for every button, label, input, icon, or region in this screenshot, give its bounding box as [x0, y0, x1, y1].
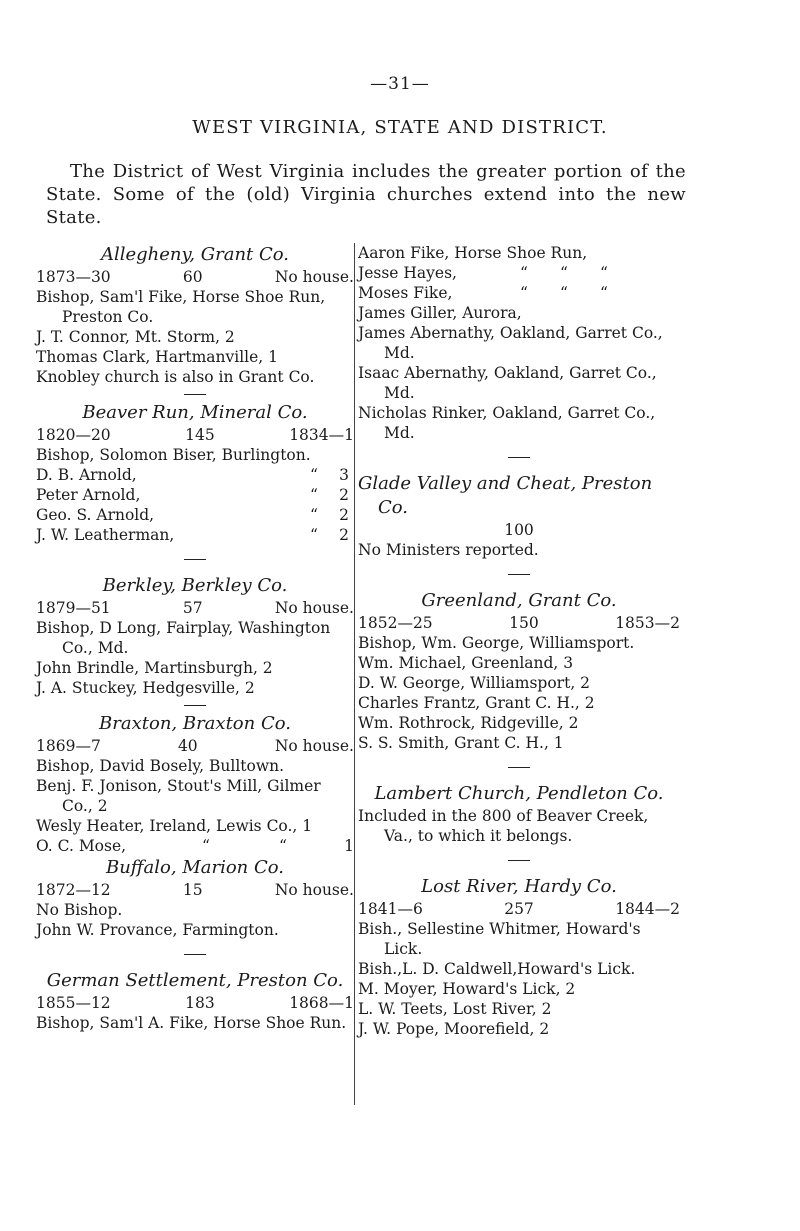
note-line: Included in the 800 of Beaver Creek, Va., to which it belongs. — [358, 807, 649, 845]
stat-house: No house. — [274, 268, 354, 286]
minister-line: Bishop, Sam'l Fike, Horse Shoe Run, Preston Co. — [36, 288, 326, 326]
minister-line: Bish., Sellestine Whitmer, Howard's Lick. — [358, 920, 641, 958]
page-title: WEST VIRGINIA, STATE AND DISTRICT. — [192, 117, 608, 138]
section-separator — [508, 457, 530, 458]
note-line: No Ministers reported. — [358, 541, 539, 559]
stat-house: 1853—2 — [615, 614, 680, 632]
stat-organized: 1841—6 — [358, 900, 423, 918]
stat-house: No house. — [274, 737, 354, 755]
minister-line: James Abernathy, Oakland, Garret Co., Md. — [358, 324, 663, 362]
minister-line: L. W. Teets, Lost River, 2 — [358, 1000, 552, 1018]
stat-organized: 1872—12 — [36, 881, 111, 899]
church-name: Lost River, Hardy Co. — [421, 876, 617, 897]
minister-line: D. B. Arnold, “ 3 — [36, 466, 349, 484]
minister-line: Isaac Abernathy, Oakland, Garret Co., Md. — [358, 364, 657, 402]
stat-members: 100 — [504, 521, 534, 539]
stat-members: 15 — [182, 881, 203, 899]
minister-line: No Bishop. — [36, 901, 123, 919]
minister-line: Moses Fike, “ “ “ — [358, 284, 608, 302]
minister-line: John Brindle, Martinsburgh, 2 — [36, 659, 273, 677]
church-stats — [36, 425, 354, 445]
stat-organized: 1852—25 — [358, 614, 433, 632]
minister-line: Thomas Clark, Hartmanville, 1 — [36, 348, 279, 366]
left-column — [36, 243, 354, 1033]
section-separator — [184, 954, 206, 955]
stat-members: 150 — [509, 614, 539, 632]
church-name: Beaver Run, Mineral Co. — [82, 402, 308, 423]
minister-line: John W. Provance, Farmington. — [36, 921, 279, 939]
church-berkley — [36, 574, 354, 698]
minister-line: Nicholas Rinker, Oakland, Garret Co., Md. — [358, 404, 656, 442]
stat-members: 183 — [185, 994, 215, 1012]
stat-members: 40 — [177, 737, 198, 755]
church-greenland — [358, 589, 680, 753]
minister-line: Bishop, Solomon Biser, Burlington. — [36, 446, 311, 464]
minister-line: Bish.,L. D. Caldwell,Howard's Lick. — [358, 960, 636, 978]
stat-members: 57 — [182, 599, 203, 617]
minister-line: J. T. Connor, Mt. Storm, 2 — [36, 328, 235, 346]
minister-line: J. W. Pope, Moorefield, 2 — [358, 1020, 550, 1038]
stat-house: No house. — [274, 881, 354, 899]
church-braxton — [36, 712, 354, 856]
minister-line: Wm. Michael, Greenland, 3 — [358, 654, 574, 672]
stat-members: 60 — [182, 268, 203, 286]
note-line: Knobley church is also in Grant Co. — [36, 368, 315, 386]
church-name: Glade Valley and Cheat, Preston Co. — [358, 473, 653, 518]
stat-members: 145 — [185, 426, 215, 444]
stat-house: 1834—1 — [289, 426, 354, 444]
minister-line: Bishop, Sam'l A. Fike, Horse Shoe Run. — [36, 1014, 347, 1032]
minister-line: J. A. Stuckey, Hedgesville, 2 — [36, 679, 255, 697]
intro-paragraph: The District of West Virginia includes the greater portion of the State. Some of the (old) Virginia churches extend into the new State. — [46, 161, 686, 228]
church-glade-valley — [358, 472, 680, 560]
stat-members: 257 — [504, 900, 534, 918]
section-separator — [508, 574, 530, 575]
minister-line: D. W. George, Williamsport, 2 — [358, 674, 591, 692]
page-number: —31— — [370, 74, 430, 94]
church-stats — [36, 598, 354, 618]
church-allegheny — [36, 243, 354, 387]
minister-line: Bishop, Wm. George, Williamsport. — [358, 634, 635, 652]
minister-line: Charles Frantz, Grant C. H., 2 — [358, 694, 595, 712]
column-divider — [354, 243, 355, 1105]
church-name: Allegheny, Grant Co. — [100, 244, 290, 265]
minister-line: Bishop, David Bosely, Bulltown. — [36, 757, 285, 775]
stat-organized: 1873—30 — [36, 268, 111, 286]
church-stats — [358, 613, 680, 633]
church-stats — [36, 880, 354, 900]
stat-house: 1844—2 — [615, 900, 680, 918]
church-stats — [36, 993, 354, 1013]
stat-organized: 1879—51 — [36, 599, 111, 617]
minister-line: James Giller, Aurora, — [358, 304, 522, 322]
minister-line: Bishop, D Long, Fairplay, Washington Co., Md. — [36, 619, 331, 657]
church-stats — [358, 899, 680, 919]
church-name: Greenland, Grant Co. — [421, 590, 617, 611]
church-beaver-run — [36, 401, 354, 545]
minister-line: Aaron Fike, Horse Shoe Run, — [358, 244, 588, 262]
church-buffalo — [36, 856, 354, 940]
church-name: German Settlement, Preston Co. — [46, 970, 344, 991]
section-separator — [184, 705, 206, 706]
section-separator — [508, 767, 530, 768]
church-name: Berkley, Berkley Co. — [102, 575, 288, 596]
stat-house: 1868—1 — [289, 994, 354, 1012]
church-name: Lambert Church, Pendleton Co. — [374, 783, 664, 804]
church-name: Braxton, Braxton Co. — [99, 713, 291, 734]
stat-organized: 1855—12 — [36, 994, 111, 1012]
church-stats — [36, 736, 354, 756]
minister-line: O. C. Mose, “ “ 1 — [36, 837, 354, 855]
stat-organized: 1820—20 — [36, 426, 111, 444]
church-preston-continued — [358, 243, 680, 443]
section-separator — [508, 860, 530, 861]
right-column — [358, 243, 680, 1039]
section-separator — [184, 559, 206, 560]
church-stats — [36, 267, 354, 287]
church-lost-river — [358, 875, 680, 1039]
minister-line: J. W. Leatherman, “ 2 — [36, 526, 349, 544]
stat-organized: 1869—7 — [36, 737, 101, 755]
minister-line: M. Moyer, Howard's Lick, 2 — [358, 980, 576, 998]
minister-line: Jesse Hayes, “ “ “ — [358, 264, 608, 282]
minister-line: Benj. F. Jonison, Stout's Mill, Gilmer Co., 2 — [36, 777, 321, 815]
stat-house: No house. — [274, 599, 354, 617]
section-separator — [184, 394, 206, 395]
church-lambert — [358, 782, 680, 846]
minister-line: Peter Arnold, “ 2 — [36, 486, 349, 504]
minister-line: Geo. S. Arnold, “ 2 — [36, 506, 349, 524]
church-name: Buffalo, Marion Co. — [105, 857, 285, 878]
church-german-settlement — [36, 969, 354, 1033]
minister-line: Wesly Heater, Ireland, Lewis Co., 1 — [36, 817, 313, 835]
minister-line: Wm. Rothrock, Ridgeville, 2 — [358, 714, 579, 732]
minister-line: S. S. Smith, Grant C. H., 1 — [358, 734, 564, 752]
